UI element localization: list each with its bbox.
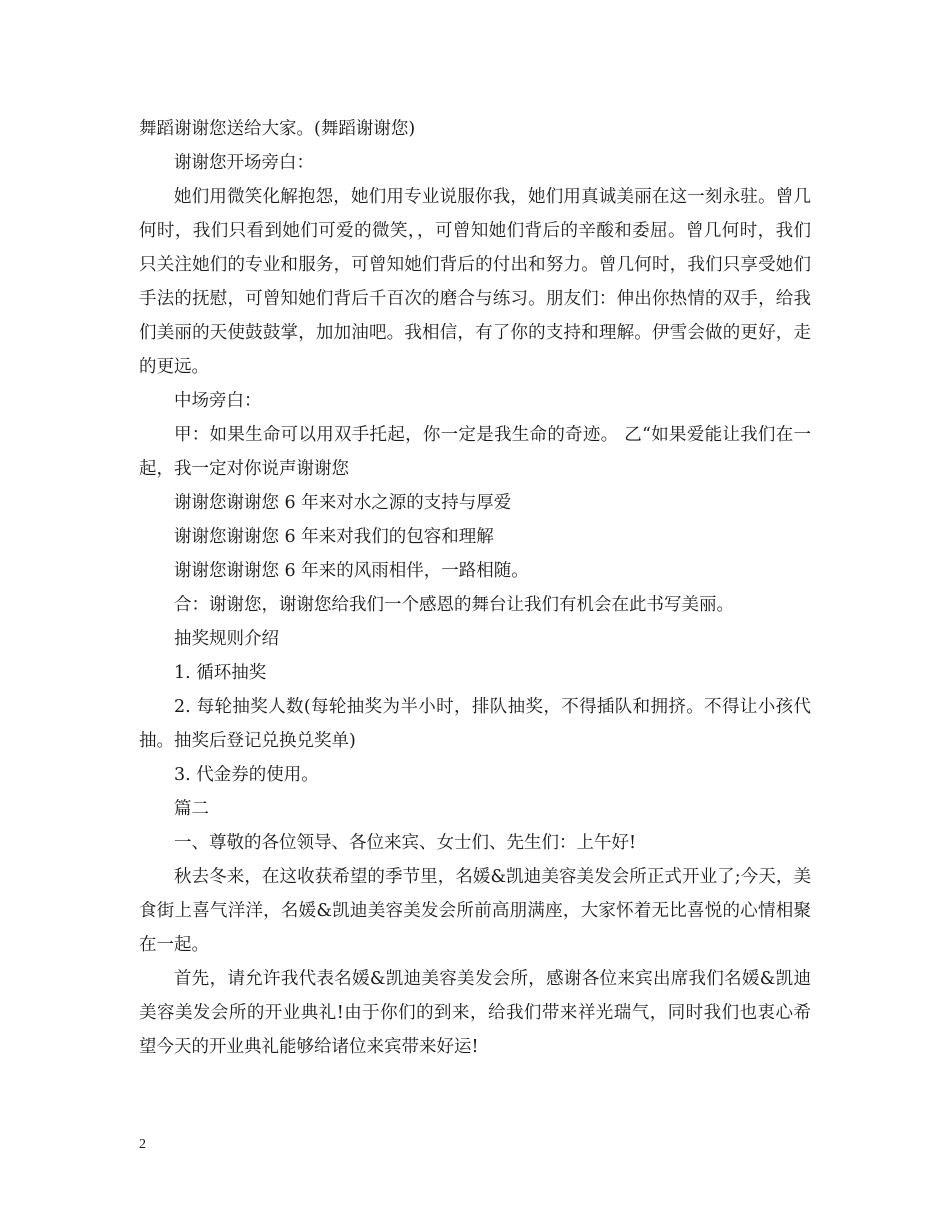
- paragraph-section-two: 篇二: [174, 799, 209, 819]
- paragraph-thanks-1: 谢谢您谢谢您 6 年来对水之源的支持与厚爱: [174, 493, 512, 513]
- paragraph-intro: 舞蹈谢谢您送给大家。(舞蹈谢谢您): [139, 119, 416, 139]
- paragraph-lottery-rule-1: 1. 循环抽奖: [174, 663, 267, 683]
- paragraph-thanks-3: 谢谢您谢谢您 6 年来的风雨相伴，一路相随。: [174, 561, 529, 581]
- paragraph-thanks-2: 谢谢您谢谢您 6 年来对我们的包容和理解: [174, 527, 494, 547]
- paragraph-lottery-title: 抽奖规则介绍: [174, 629, 279, 649]
- paragraph-thanks-guests: 首先，请允许我代表名媛&凯迪美容美发会所，感谢各位来宾出席我们名媛&凯迪美容美发会所的开业典礼!由于你们的到来，给我们带来祥光瑞气，同时我们也衷心希望今天的开业典礼能够给诸位来宾带来好运!: [139, 969, 811, 1057]
- paragraph-midfield-narration-title: 中场旁白：: [174, 391, 262, 411]
- paragraph-opening-narration: 她们用微笑化解抱怨，她们用专业说服你我，她们用真诚美丽在这一刻永驻。曾几何时，我们只看到她们可爱的微笑，，可曾知她们背后的辛酸和委屈。曾几何时，我们只关注她们的专业和服务，可曾知她们背后的付出和努力。曾几何时，我们只享受她们手法的抚慰，可曾知她们背后千百次的磨合与练习。朋友们：伸出你热情的双手，给我们美丽的天使鼓鼓掌，加加油吧。我相信，有了你的支持和理解。伊雪会做的更好，走的更远。: [139, 187, 811, 377]
- paragraph-lottery-rule-2: 2. 每轮抽奖人数(每轮抽奖为半小时，排队抽奖，不得插队和拥挤。不得让小孩代抽。抽奖后登记兑换兑奖单): [139, 697, 811, 751]
- paragraph-opening-narration-title: 谢谢您开场旁白：: [174, 153, 314, 173]
- paragraph-lottery-rule-3: 3. 代金券的使用。: [174, 765, 319, 785]
- document-body: [139, 112, 811, 1064]
- paragraph-opening-ceremony: 秋去冬来，在这收获希望的季节里，名媛&凯迪美容美发会所正式开业了;今天，美食街上喜气洋洋，名媛&凯迪美容美发会所前高朋满座，大家怀着无比喜悦的心情相聚在一起。: [139, 867, 811, 955]
- paragraph-dialogue: 甲：如果生命可以用双手托起，你一定是我生命的奇迹。 乙“如果爱能让我们在一起，我一定对你说声谢谢您: [139, 425, 811, 479]
- paragraph-together: 合：谢谢您，谢谢您给我们一个感恩的舞台让我们有机会在此书写美丽。: [174, 595, 734, 615]
- paragraph-greeting: 一、尊敬的各位领导、各位来宾、女士们、先生们：上午好!: [174, 833, 637, 853]
- page-number: 2: [139, 1137, 146, 1152]
